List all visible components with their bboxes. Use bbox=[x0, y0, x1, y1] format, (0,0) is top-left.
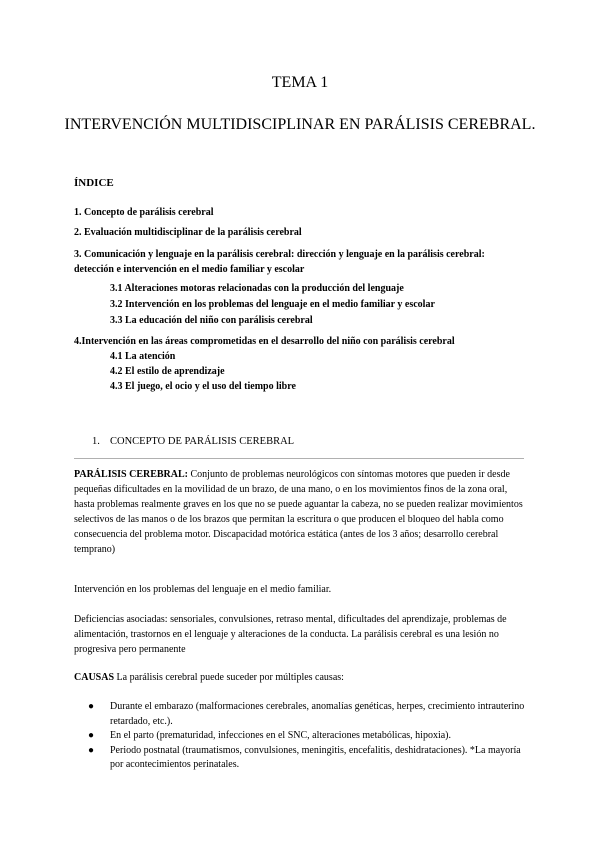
list-item bbox=[74, 700, 530, 729]
causas-text: La parálisis cerebral puede suceder por múltiples causas: bbox=[114, 672, 344, 683]
definition-term: PARÁLISIS CEREBRAL: bbox=[74, 469, 189, 480]
list-item-text: Durante el embarazo (malformaciones cerebrales, anomalías genéticas, herpes, crecimiento intrauterino retardado, etc.). bbox=[110, 701, 525, 727]
indice-heading: ÍNDICE bbox=[74, 177, 114, 189]
toc-item-4-3: 4.3 El juego, el ocio y el uso del tiempo libre bbox=[110, 381, 296, 392]
deficiencias-paragraph: Deficiencias asociadas: sensoriales, convulsiones, retraso mental, dificultades del aprendizaje, problemas de alimentación, trastornos en el lenguaje y alteraciones de la conducta. La parálisis cerebral es una lesión no progresiva pero permanente bbox=[74, 614, 507, 655]
document-title: INTERVENCIÓN MULTIDISCIPLINAR EN PARÁLISIS CEREBRAL. bbox=[64, 116, 536, 133]
toc-item-3: 3. Comunicación y lenguaje en la parálisis cerebral: dirección y lenguaje en la parálisis cerebral: detección e intervención en el medio familiar y escolar bbox=[74, 249, 485, 275]
toc-item-4-1: 4.1 La atención bbox=[110, 351, 176, 362]
causas-paragraph bbox=[74, 670, 530, 685]
causas-list bbox=[74, 700, 530, 773]
list-item bbox=[74, 744, 530, 773]
toc-item-3-3: 3.3 La educación del niño con parálisis cerebral bbox=[110, 315, 313, 326]
tema-heading: TEMA 1 bbox=[271, 74, 329, 91]
list-item-text: En el parto (prematuridad, infecciones en el SNC, alteraciones metabólicas, hipoxia). bbox=[110, 730, 451, 741]
list-item-text: Periodo postnatal (traumatismos, convulsiones, meningitis, encefalitis, deshidrataciones). *La mayoría por acontecimientos perinatales. bbox=[110, 744, 521, 770]
bullet-icon: ● bbox=[88, 730, 95, 741]
toc-item-4-2: 4.2 El estilo de aprendizaje bbox=[110, 366, 225, 377]
list-item bbox=[74, 729, 530, 744]
definition-paragraph bbox=[74, 467, 530, 557]
definition-text: Conjunto de problemas neurológicos con síntomas motores que pueden ir desde pequeñas dificultades en la movilidad de un brazo, de una mano, o en los movimientos finos de la zona oral, hasta problemas realmente graves en los que no se puede aguantar la cabeza, no se pueden realizar movimientos selectivos de las manos o de los brazos que permitan la escritura o que producen el bloqueo del habla como consecuencia del problema motor. Discapacidad motórica estática (antes de los 3 años; desarrollo cerebral temprano) bbox=[74, 469, 523, 555]
section-heading: CONCEPTO DE PARÁLISIS CEREBRAL bbox=[110, 436, 295, 447]
intervention-paragraph: Intervención en los problemas del lenguaje en el medio familiar. bbox=[74, 584, 332, 595]
toc-item-2: 2. Evaluación multidisciplinar de la parálisis cerebral bbox=[74, 227, 302, 238]
section-divider bbox=[74, 458, 524, 459]
toc-item-4: 4.Intervención en las áreas comprometidas en el desarrollo del niño con parálisis cerebral bbox=[74, 336, 455, 347]
toc-item-3-2: 3.2 Intervención en los problemas del lenguaje en el medio familiar y escolar bbox=[110, 299, 435, 310]
toc-item-3-1: 3.1 Alteraciones motoras relacionadas con la producción del lenguaje bbox=[110, 283, 404, 294]
bullet-icon: ● bbox=[88, 744, 95, 756]
bullet-icon: ● bbox=[88, 701, 95, 712]
toc-item-1: 1. Concepto de parálisis cerebral bbox=[74, 207, 214, 218]
section-number: 1. bbox=[92, 436, 100, 447]
causas-term: CAUSAS bbox=[74, 672, 115, 683]
